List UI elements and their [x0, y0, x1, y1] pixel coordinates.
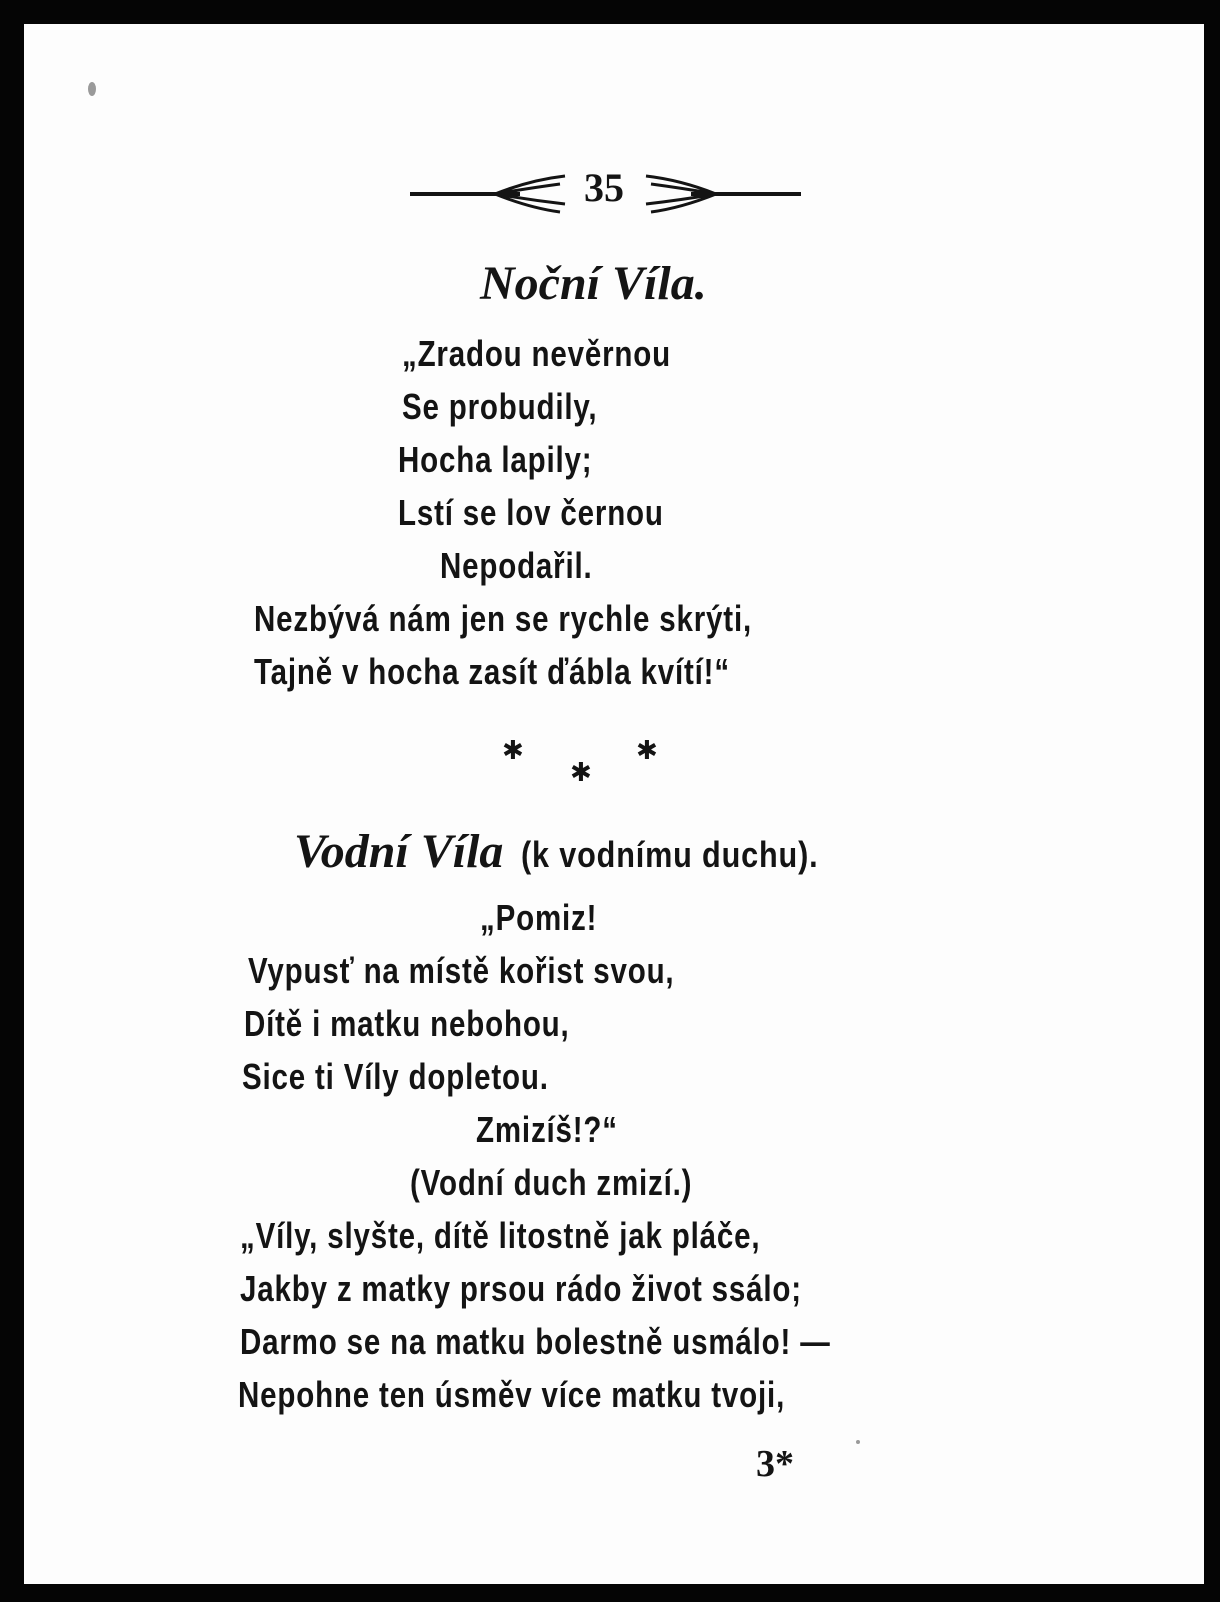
poem2-line-5: Zmizíš!?“: [476, 1109, 618, 1150]
poem1-line-4: Lstí se lov černou: [398, 492, 664, 533]
poem2-line-4: Sice ti Víly dopletou.: [242, 1056, 549, 1097]
poem1-title: Noční Víla.: [480, 257, 707, 310]
poem1-line-1: „Zradou nevěrnou: [402, 333, 671, 374]
book-page: [24, 24, 1204, 1584]
star-icon: ✱: [636, 736, 658, 766]
poem2-line-6: (Vodní duch zmizí.): [410, 1162, 693, 1203]
scan-speck: [88, 82, 96, 96]
signature-mark: 3*: [756, 1443, 794, 1485]
poem2-title: [294, 824, 871, 883]
poem2-subtitle: (k vodnímu duchu).: [521, 834, 819, 875]
star-icon: ✱: [502, 736, 524, 766]
poem1-line-2: Se probudily,: [402, 386, 598, 427]
page-number: 35: [584, 165, 624, 210]
poem2-line-9: Darmo se na matku bolestně usmálo! —: [240, 1321, 831, 1362]
poem1-line-7: Tajně v hocha zasít ďábla kvítí!“: [254, 651, 730, 692]
poem1-line-6: Nezbývá nám jen se rychle skrýti,: [254, 598, 752, 639]
poem2-title-text: Vodní Víla: [294, 825, 504, 878]
poem2-line-7: „Víly, slyšte, dítě litostně jak pláče,: [240, 1215, 761, 1256]
poem2-line-2: Vypusť na místě kořist svou,: [248, 950, 675, 991]
poem1-line-5: Nepodařil.: [440, 545, 593, 586]
right-ornament-icon: [636, 174, 801, 214]
poem2-line-10: Nepohne ten úsměv více matku tvoji,: [238, 1374, 786, 1415]
left-ornament-icon: [410, 174, 575, 214]
poem2-line-3: Dítě i matku nebohou,: [244, 1003, 570, 1044]
star-icon: ✱: [570, 758, 592, 788]
poem2-line-1: „Pomiz!: [480, 897, 598, 938]
scan-speck: [856, 1440, 860, 1444]
poem2-line-8: Jakby z matky prsou rádo život ssálo;: [240, 1268, 802, 1309]
poem1-line-3: Hocha lapily;: [398, 439, 593, 480]
